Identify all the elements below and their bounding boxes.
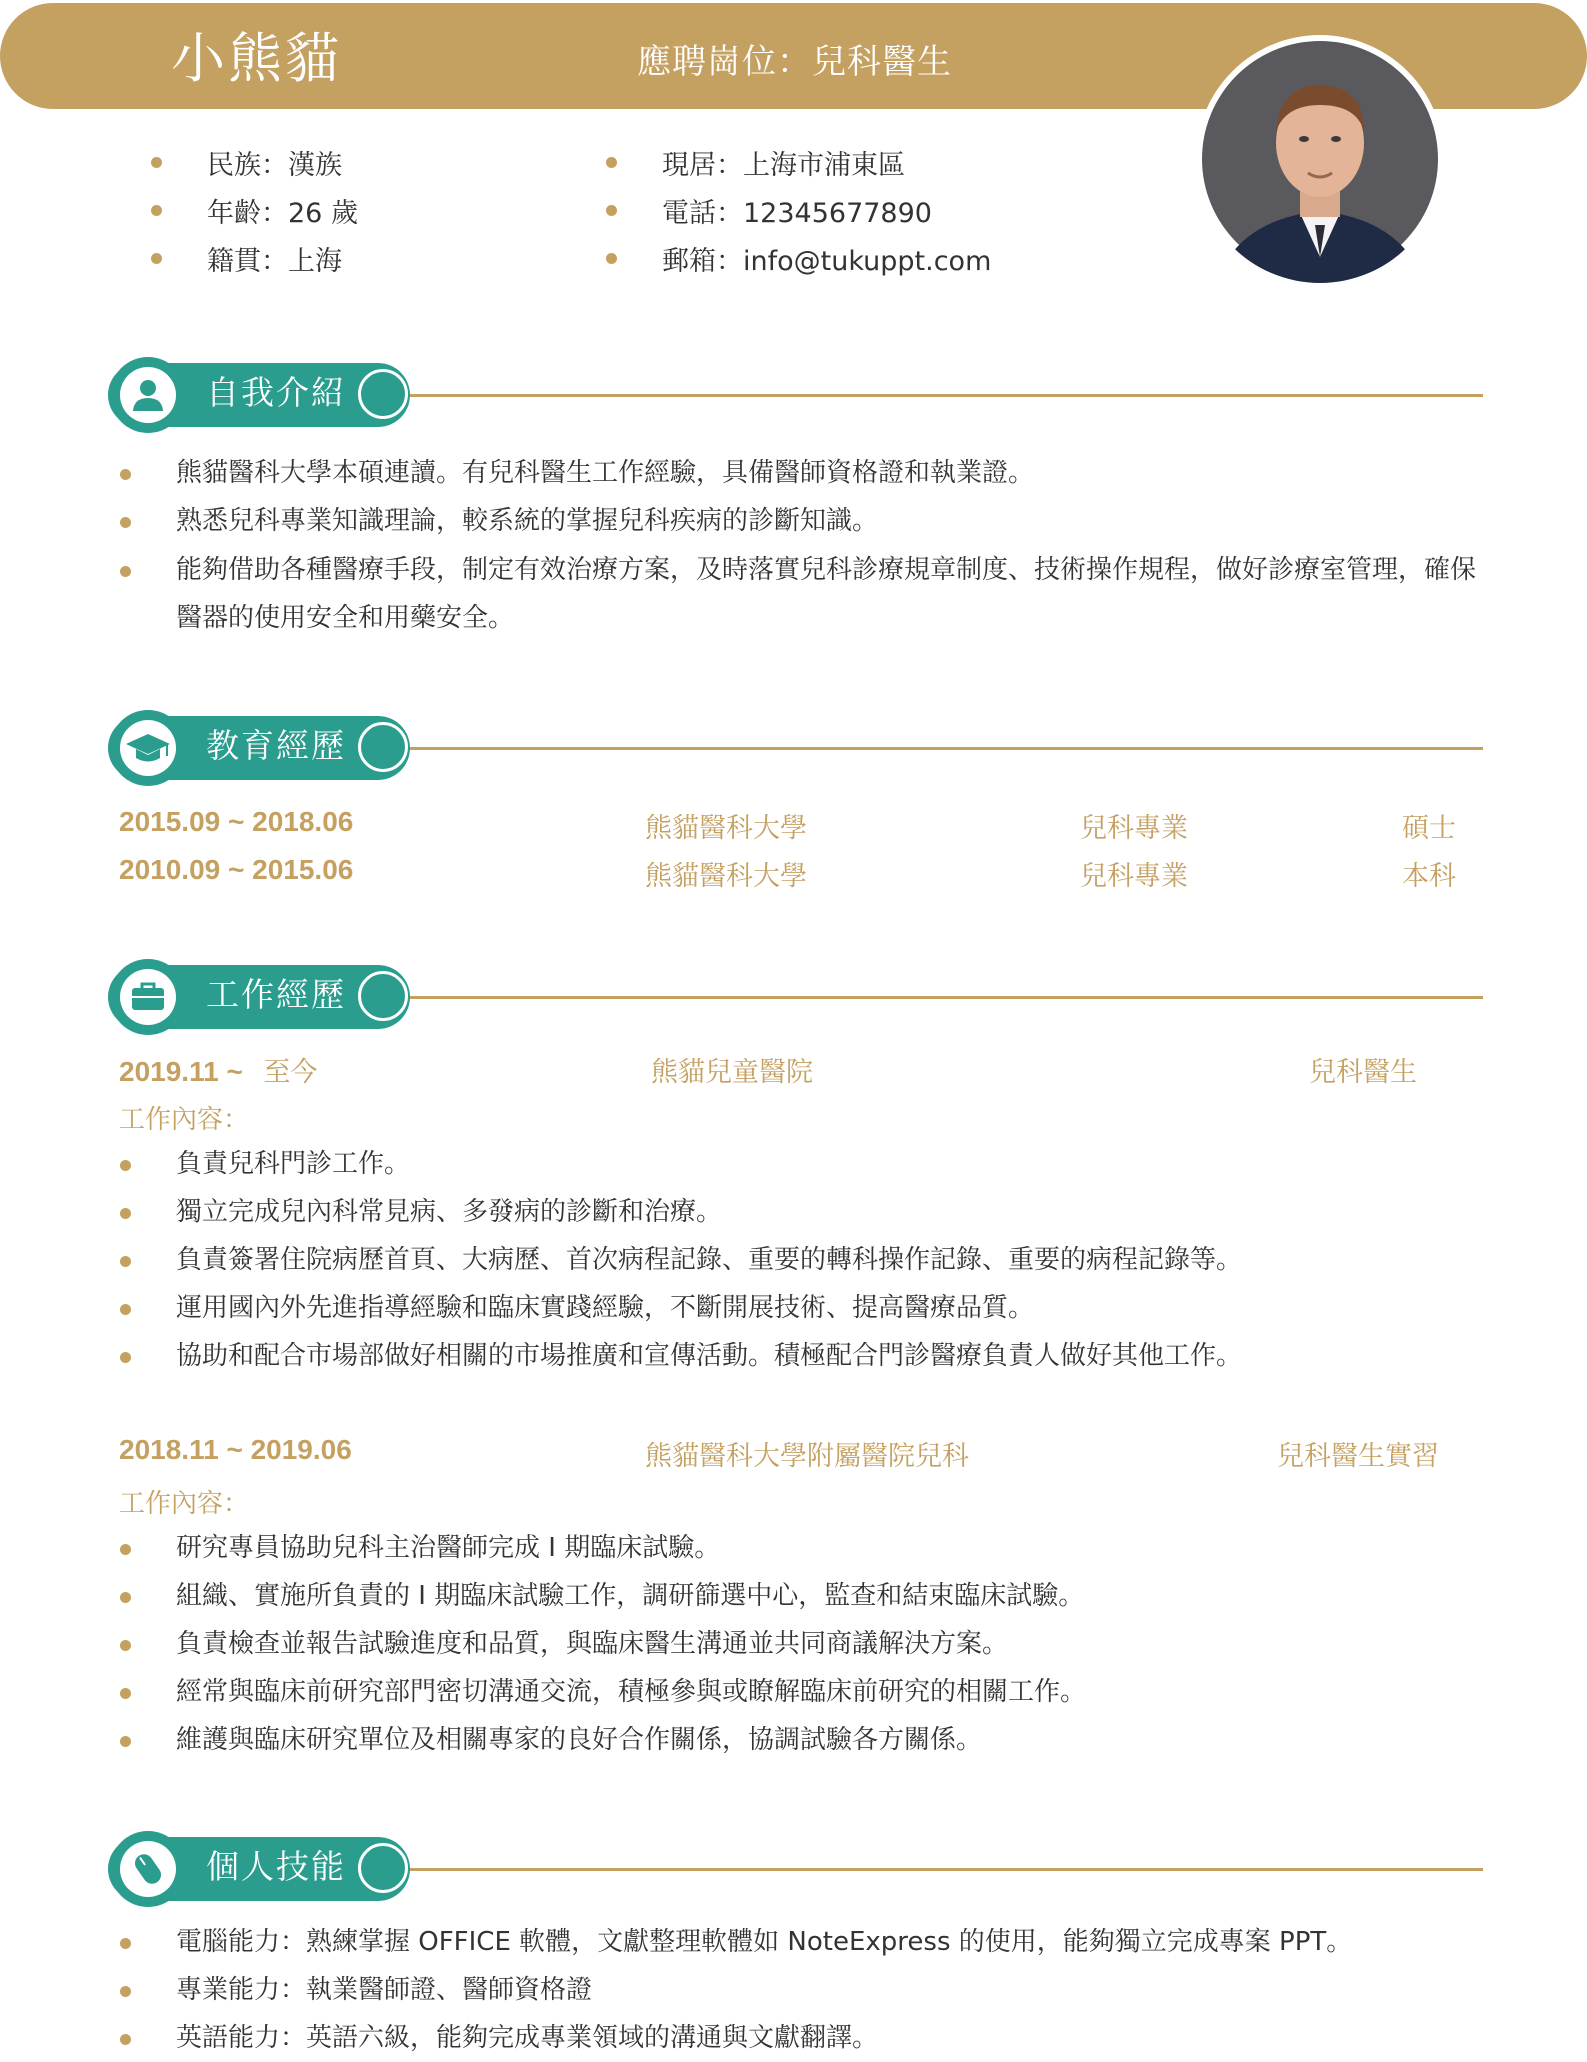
section-header-education — [108, 708, 1483, 788]
info-phone-text: 電話：12345677890 — [662, 198, 932, 229]
work-duty-text: 組織、實施所負責的 I 期臨床試驗工作，調研篩選中心，監查和結束臨床試驗。 — [176, 1581, 1085, 1611]
work-duty-item — [176, 1140, 1496, 1188]
section-icon-circle — [110, 1831, 186, 1907]
bullet-dot — [120, 1160, 131, 1171]
info-residence-text: 現居：上海市浦東區 — [662, 150, 905, 181]
section-divider — [408, 394, 1483, 397]
section-icon-circle — [110, 357, 186, 433]
section-icon-circle — [110, 710, 186, 786]
education-date: 2010.09 ~ 2015.06 — [119, 854, 354, 885]
briefcase-icon — [120, 969, 176, 1025]
info-email-text: 郵箱：info@tukuppt.com — [662, 246, 992, 277]
section-title-intro: 自我介紹 — [206, 373, 346, 412]
skill-item — [176, 1918, 1496, 1966]
education-date: 2015.09 ~ 2018.06 — [119, 806, 354, 837]
work-duty-item — [176, 1188, 1496, 1236]
bullet-dot — [120, 1736, 131, 1747]
applied-position: 應聘崗位：兒科醫生 — [637, 42, 952, 82]
education-school: 熊貓醫科大學 — [645, 861, 807, 892]
info-email — [662, 239, 991, 278]
bullet-dot — [120, 1544, 131, 1555]
section-divider — [408, 747, 1483, 750]
section-end-ring — [358, 369, 408, 419]
bullet-dot — [151, 205, 162, 216]
person-icon — [120, 367, 176, 423]
section-title-work: 工作經歷 — [206, 975, 346, 1014]
info-ethnicity — [207, 143, 342, 182]
bullet-dot — [120, 566, 131, 577]
applicant-name: 小熊貓 — [171, 27, 342, 90]
graduation-cap-icon — [120, 720, 176, 776]
education-major: 兒科專業 — [1080, 861, 1188, 892]
bullet-dot — [120, 1208, 131, 1219]
work-duty-text: 維護與臨床研究單位及相關專家的良好合作關係，協調試驗各方關係。 — [176, 1725, 983, 1755]
work-duty-text: 負責檢查並報告試驗進度和品質，與臨床醫生溝通並共同商議解決方案。 — [176, 1629, 1009, 1659]
intro-item — [176, 497, 1496, 545]
work-duty-text: 協助和配合市場部做好相關的市場推廣和宣傳活動。積極配合門診醫療負責人做好其他工作。 — [176, 1341, 1243, 1371]
work-duty-text: 負責兒科門診工作。 — [176, 1149, 411, 1179]
info-age-text: 年齡：26 歲 — [207, 198, 358, 229]
work-organization: 熊貓醫科大學附屬醫院兒科 — [645, 1441, 969, 1472]
work-duty-text: 研究專員協助兒科主治醫師完成 I 期臨床試驗。 — [176, 1533, 721, 1563]
skill-text: 電腦能力：熟練掌握 OFFICE 軟體，文獻整理軟體如 NoteExpress 的使用，能夠獨立完成專案 PPT。 — [176, 1927, 1353, 1957]
section-header-work — [108, 957, 1483, 1037]
intro-item-text: 能夠借助各種醫療手段，制定有效治療方案，及時落實兒科診療規章制度、技術操作規程，做好診療室管理，確保醫器的使用安全和用藥安全。 — [176, 555, 1477, 633]
section-end-ring — [358, 971, 408, 1021]
education-degree: 本科 — [1402, 861, 1456, 892]
bullet-dot — [151, 157, 162, 168]
work-duty-item — [176, 1236, 1496, 1284]
work-role: 兒科醫生 — [1309, 1057, 1417, 1088]
work-date-suffix: 至今 — [263, 1057, 318, 1088]
work-duty-item — [176, 1620, 1496, 1668]
education-school: 熊貓醫科大學 — [645, 813, 807, 844]
section-end-ring — [358, 722, 408, 772]
work-duty-text: 負責簽署住院病歷首頁、大病歷、首次病程記錄、重要的轉科操作記錄、重要的病程記錄等。 — [176, 1245, 1243, 1275]
work-duty-item — [176, 1332, 1496, 1380]
bullet-dot — [120, 1986, 131, 1997]
work-date: 2018.11 ~ 2019.06 — [119, 1434, 352, 1465]
education-degree: 碩士 — [1402, 813, 1456, 844]
section-title-skills: 個人技能 — [206, 1847, 346, 1886]
work-duty-item — [176, 1716, 1496, 1764]
intro-item — [176, 449, 1496, 497]
work-duty-item — [176, 1524, 1496, 1572]
section-divider — [408, 1868, 1483, 1871]
bullet-dot — [120, 1352, 131, 1363]
work-duty-text: 運用國內外先進指導經驗和臨床實踐經驗，不斷開展技術、提高醫療品質。 — [176, 1293, 1035, 1323]
skill-text: 英語能力：英語六級，能夠完成專業領域的溝通與文獻翻譯。 — [176, 2023, 879, 2053]
bullet-dot — [120, 517, 131, 528]
info-ethnicity-text: 民族：漢族 — [207, 150, 342, 181]
bullet-dot — [120, 1938, 131, 1949]
bullet-dot — [120, 1592, 131, 1603]
bullet-dot — [606, 157, 617, 168]
info-hometown-text: 籍貫：上海 — [207, 246, 342, 277]
bullet-dot — [120, 1688, 131, 1699]
bullet-dot — [151, 253, 162, 264]
work-duty-item — [176, 1668, 1496, 1716]
info-residence — [662, 143, 905, 182]
skill-item — [176, 1966, 1496, 2014]
bullet-dot — [120, 1256, 131, 1267]
intro-item — [176, 546, 1486, 642]
bullet-dot — [606, 205, 617, 216]
bullet-dot — [120, 1304, 131, 1315]
section-header-intro — [108, 355, 1483, 435]
intro-item-text: 熟悉兒科專業知識理論，較系統的掌握兒科疾病的診斷知識。 — [176, 506, 879, 536]
section-icon-circle — [110, 959, 186, 1035]
info-hometown — [207, 239, 342, 278]
work-content-label: 工作內容： — [119, 1105, 250, 1135]
work-organization: 熊貓兒童醫院 — [651, 1057, 813, 1088]
work-content-label: 工作內容： — [119, 1489, 250, 1519]
info-phone — [662, 191, 932, 230]
bullet-dot — [120, 469, 131, 480]
education-major: 兒科專業 — [1080, 813, 1188, 844]
work-duty-text: 獨立完成兒內科常見病、多發病的診斷和治療。 — [176, 1197, 723, 1227]
work-date-range: 2019.11 ~ — [119, 1056, 243, 1087]
work-duty-text: 經常與臨床前研究部門密切溝通交流，積極參與或瞭解臨床前研究的相關工作。 — [176, 1677, 1087, 1707]
skill-item — [176, 2014, 1496, 2062]
bullet-dot — [606, 253, 617, 264]
section-title-education: 教育經歷 — [206, 726, 346, 765]
section-end-ring — [358, 1843, 408, 1893]
work-date — [119, 1050, 317, 1089]
skill-text: 專業能力：執業醫師證、醫師資格證 — [176, 1975, 593, 2005]
info-age — [207, 191, 358, 230]
bullet-dot — [120, 2034, 131, 2045]
bullet-dot — [120, 1640, 131, 1651]
section-header-skills — [108, 1829, 1483, 1909]
section-divider — [408, 996, 1483, 999]
intro-item-text: 熊貓醫科大學本碩連讀。有兒科醫生工作經驗，具備醫師資格證和執業證。 — [176, 458, 1035, 488]
profile-photo — [1196, 35, 1444, 283]
work-duty-item — [176, 1284, 1496, 1332]
mouse-icon — [120, 1841, 176, 1897]
work-duty-item — [176, 1572, 1496, 1620]
work-role: 兒科醫生實習 — [1277, 1441, 1439, 1472]
